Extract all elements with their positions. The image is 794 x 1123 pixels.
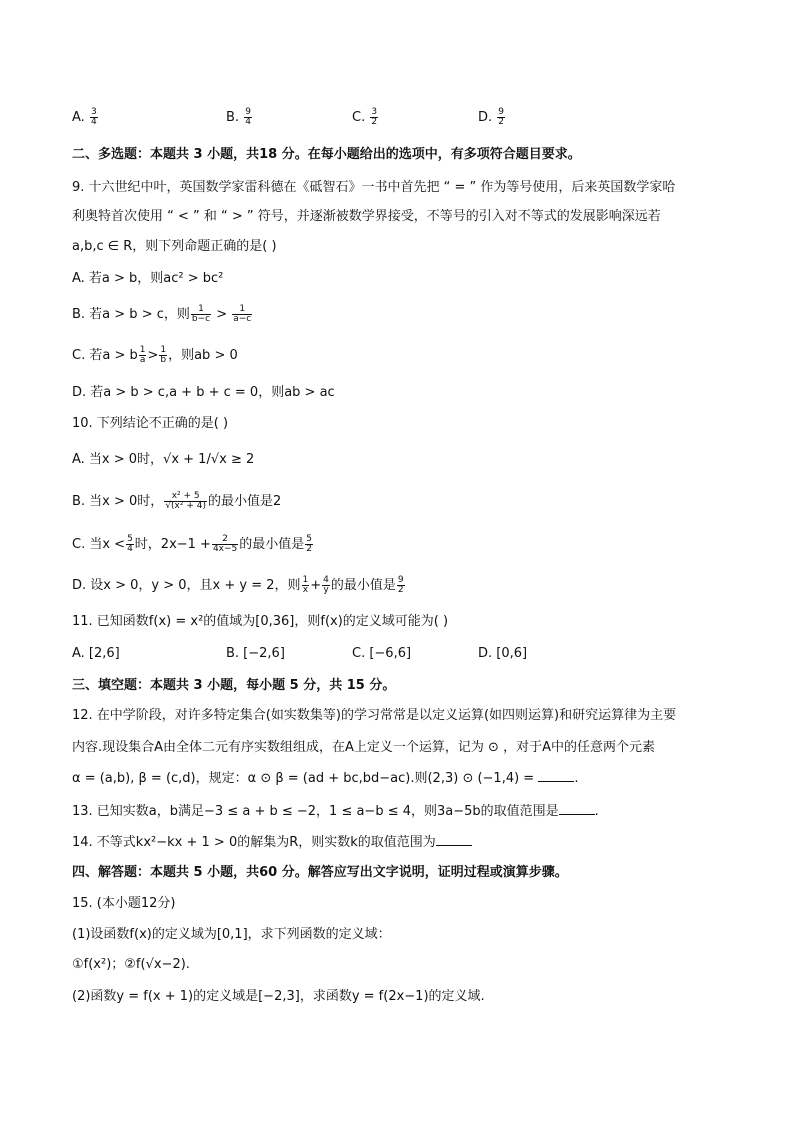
q8-b-num: 9 xyxy=(245,107,251,117)
q12-line-3: α = (a,b), β = (c,d)，规定：α ⊙ β = (ad + bc,bd−ac).则(2,3) ⊙ (−1,4) = . xyxy=(72,771,579,786)
q10-option-c-text: C. 当x < xyxy=(72,537,126,552)
q8-option-b-label: B. xyxy=(226,110,240,125)
q11-stem: 11. 已知函数f(x) = x²的值域为[0,36]，则f(x)的定义域可能为( ) xyxy=(72,614,449,629)
q8-option-c-label: C. xyxy=(352,110,366,125)
q13: 13. 已知实数a，b满足−3 ≤ a + b ≤ −2，1 ≤ a−b ≤ 4，则3a−5b的取值范围是 . xyxy=(72,804,599,819)
q11-option-c: C. [−6,6] xyxy=(352,646,412,661)
q15-heading: 15. (本小题12分) xyxy=(72,896,176,911)
q9-option-c-tail: ，则ab > 0 xyxy=(168,348,238,363)
q13-text: 13. 已知实数a，b满足−3 ≤ a + b ≤ −2，1 ≤ a−b ≤ 4，则3a−5b的取值范围是 xyxy=(72,804,559,819)
q10-option-d-text: D. 设x > 0，y > 0，且x + y = 2，则 xyxy=(72,578,301,593)
q8-c-num: 3 xyxy=(371,107,378,117)
q10-option-b: B. 当x > 0时， $\frac{\text{x² + 5}}{\text{√(x² + 4)}}$ 的最小值是2 xyxy=(72,491,282,511)
q12-line-1: 12. 在中学阶段，对许多特定集合(如实数集等)的学习常常是以定义运算(如四则运算)和研究运算律为主要 xyxy=(72,708,677,723)
q8-option-c xyxy=(352,108,379,127)
q8-c-den: 2 xyxy=(371,117,378,127)
q10-option-c-tail: 的最小值是 xyxy=(239,537,305,552)
q15-part-2: (2)函数y = f(x + 1)的定义域是[−2,3]，求函数y = f(2x−1)的定义域. xyxy=(72,989,485,1004)
q8-option-d-fraction xyxy=(497,108,505,127)
q9-option-b-text: B. 若a > b > c，则 xyxy=(72,307,190,322)
q10-option-b-text: B. 当x > 0时， xyxy=(72,494,164,509)
q8-b-den: 4 xyxy=(245,117,251,127)
q8-a-den: 4 xyxy=(90,117,97,127)
q12-line-3-text: α = (a,b), β = (c,d)，规定：α ⊙ β = (ad + bc,bd−ac).则(2,3) ⊙ (−1,4) = xyxy=(72,771,535,786)
q12-answer-blank xyxy=(538,769,574,782)
q11-option-d: D. [0,6] xyxy=(478,646,528,661)
q9-stem-line-1: 9. 十六世纪中叶，英国数学家雷科德在《砥智石》一书中首先把 “ = ” 作为等号使用，后来英国数学家哈 xyxy=(72,180,676,195)
q8-a-num: 3 xyxy=(90,107,97,117)
q10-option-c: C. 当x < $\frac{5}{4}$ 时，2x−1 + $\frac{2}{4x-5}$ 的最小值是 $\frac{5}{2}$ xyxy=(72,534,313,554)
q10-option-d: D. 设x > 0，y > 0，且x + y = 2，则 $\frac{1}{x}$ + $\frac{4}{y}$ 的最小值是 $\frac{9}{2}$ xyxy=(72,575,404,595)
q10-option-b-tail: 的最小值是2 xyxy=(208,494,282,509)
q8-option-b-fraction xyxy=(244,108,252,127)
q11-option-b: B. [−2,6] xyxy=(226,646,285,661)
q14 xyxy=(72,833,472,852)
q15-part-1: (1)设函数f(x)的定义域为[0,1]，求下列函数的定义域： xyxy=(72,927,391,942)
section-4-heading: 四、解答题：本题共 5 小题，共60 分。解答应写出文字说明，证明过程或演算步骤。 xyxy=(72,865,568,880)
q8-option-a xyxy=(72,108,99,127)
q8-d-num: 9 xyxy=(498,107,505,117)
q14-text: 14. 不等式kx²−kx + 1 > 0的解集为R，则实数k的取值范围为 xyxy=(72,835,436,850)
q10-stem: 10. 下列结论不正确的是( ) xyxy=(72,416,229,431)
q13-answer-blank xyxy=(559,802,595,815)
q8-option-c-fraction xyxy=(370,108,378,127)
q9-option-b: B. 若a > b > c，则 $\frac{1}{b-c}$ > $\frac{1}{a-c}$ xyxy=(72,304,252,324)
q9-option-c-text: C. 若a > b xyxy=(72,348,138,363)
q10-option-d-tail: 的最小值是 xyxy=(330,578,396,593)
q8-d-den: 2 xyxy=(498,117,505,127)
q9-stem-line-2: 利奥特首次使用 “ < ” 和 “ > ” 符号，并逐渐被数学界接受，不等号的引入对不等式的发展影响深远若 xyxy=(72,209,661,224)
q8-option-a-label: A. xyxy=(72,110,85,125)
q10-option-a: A. 当x > 0时，√x + 1/√x ≥ 2 xyxy=(72,452,255,467)
q12-line-2: 内容.现设集合A由全体二元有序实数组组成，在A上定义一个运算，记为 ⊙ ，对于A中的任意两个元素 xyxy=(72,740,655,755)
q8-option-b xyxy=(226,108,253,127)
section-2-heading: 二、多选题：本题共 3 小题，共18 分。在每小题给出的选项中，有多项符合题目要求。 xyxy=(72,147,581,162)
section-3-heading: 三、填空题：本题共 3 小题，每小题 5 分，共 15 分。 xyxy=(72,678,396,693)
q15-part-1-items: ①f(x²)；②f(√x−2). xyxy=(72,957,190,972)
q8-option-d-label: D. xyxy=(478,110,493,125)
q9-option-a: A. 若a > b，则ac² > bc² xyxy=(72,271,224,286)
q10-option-c-mid: 时，2x−1 + xyxy=(134,537,211,552)
q11-option-a: A. [2,6] xyxy=(72,646,120,661)
q9-option-d: D. 若a > b > c,a + b + c = 0，则ab > ac xyxy=(72,385,335,400)
q8-option-a-fraction xyxy=(90,108,98,127)
q8-option-d xyxy=(478,108,506,127)
q9-stem-line-3: a,b,c ∈ R，则下列命题正确的是( ) xyxy=(72,239,277,254)
q14-answer-blank xyxy=(436,833,472,846)
q9-option-c: C. 若a > b $\frac{1}{a}$ > $\frac{1}{b}$ ，则ab > 0 xyxy=(72,345,238,365)
